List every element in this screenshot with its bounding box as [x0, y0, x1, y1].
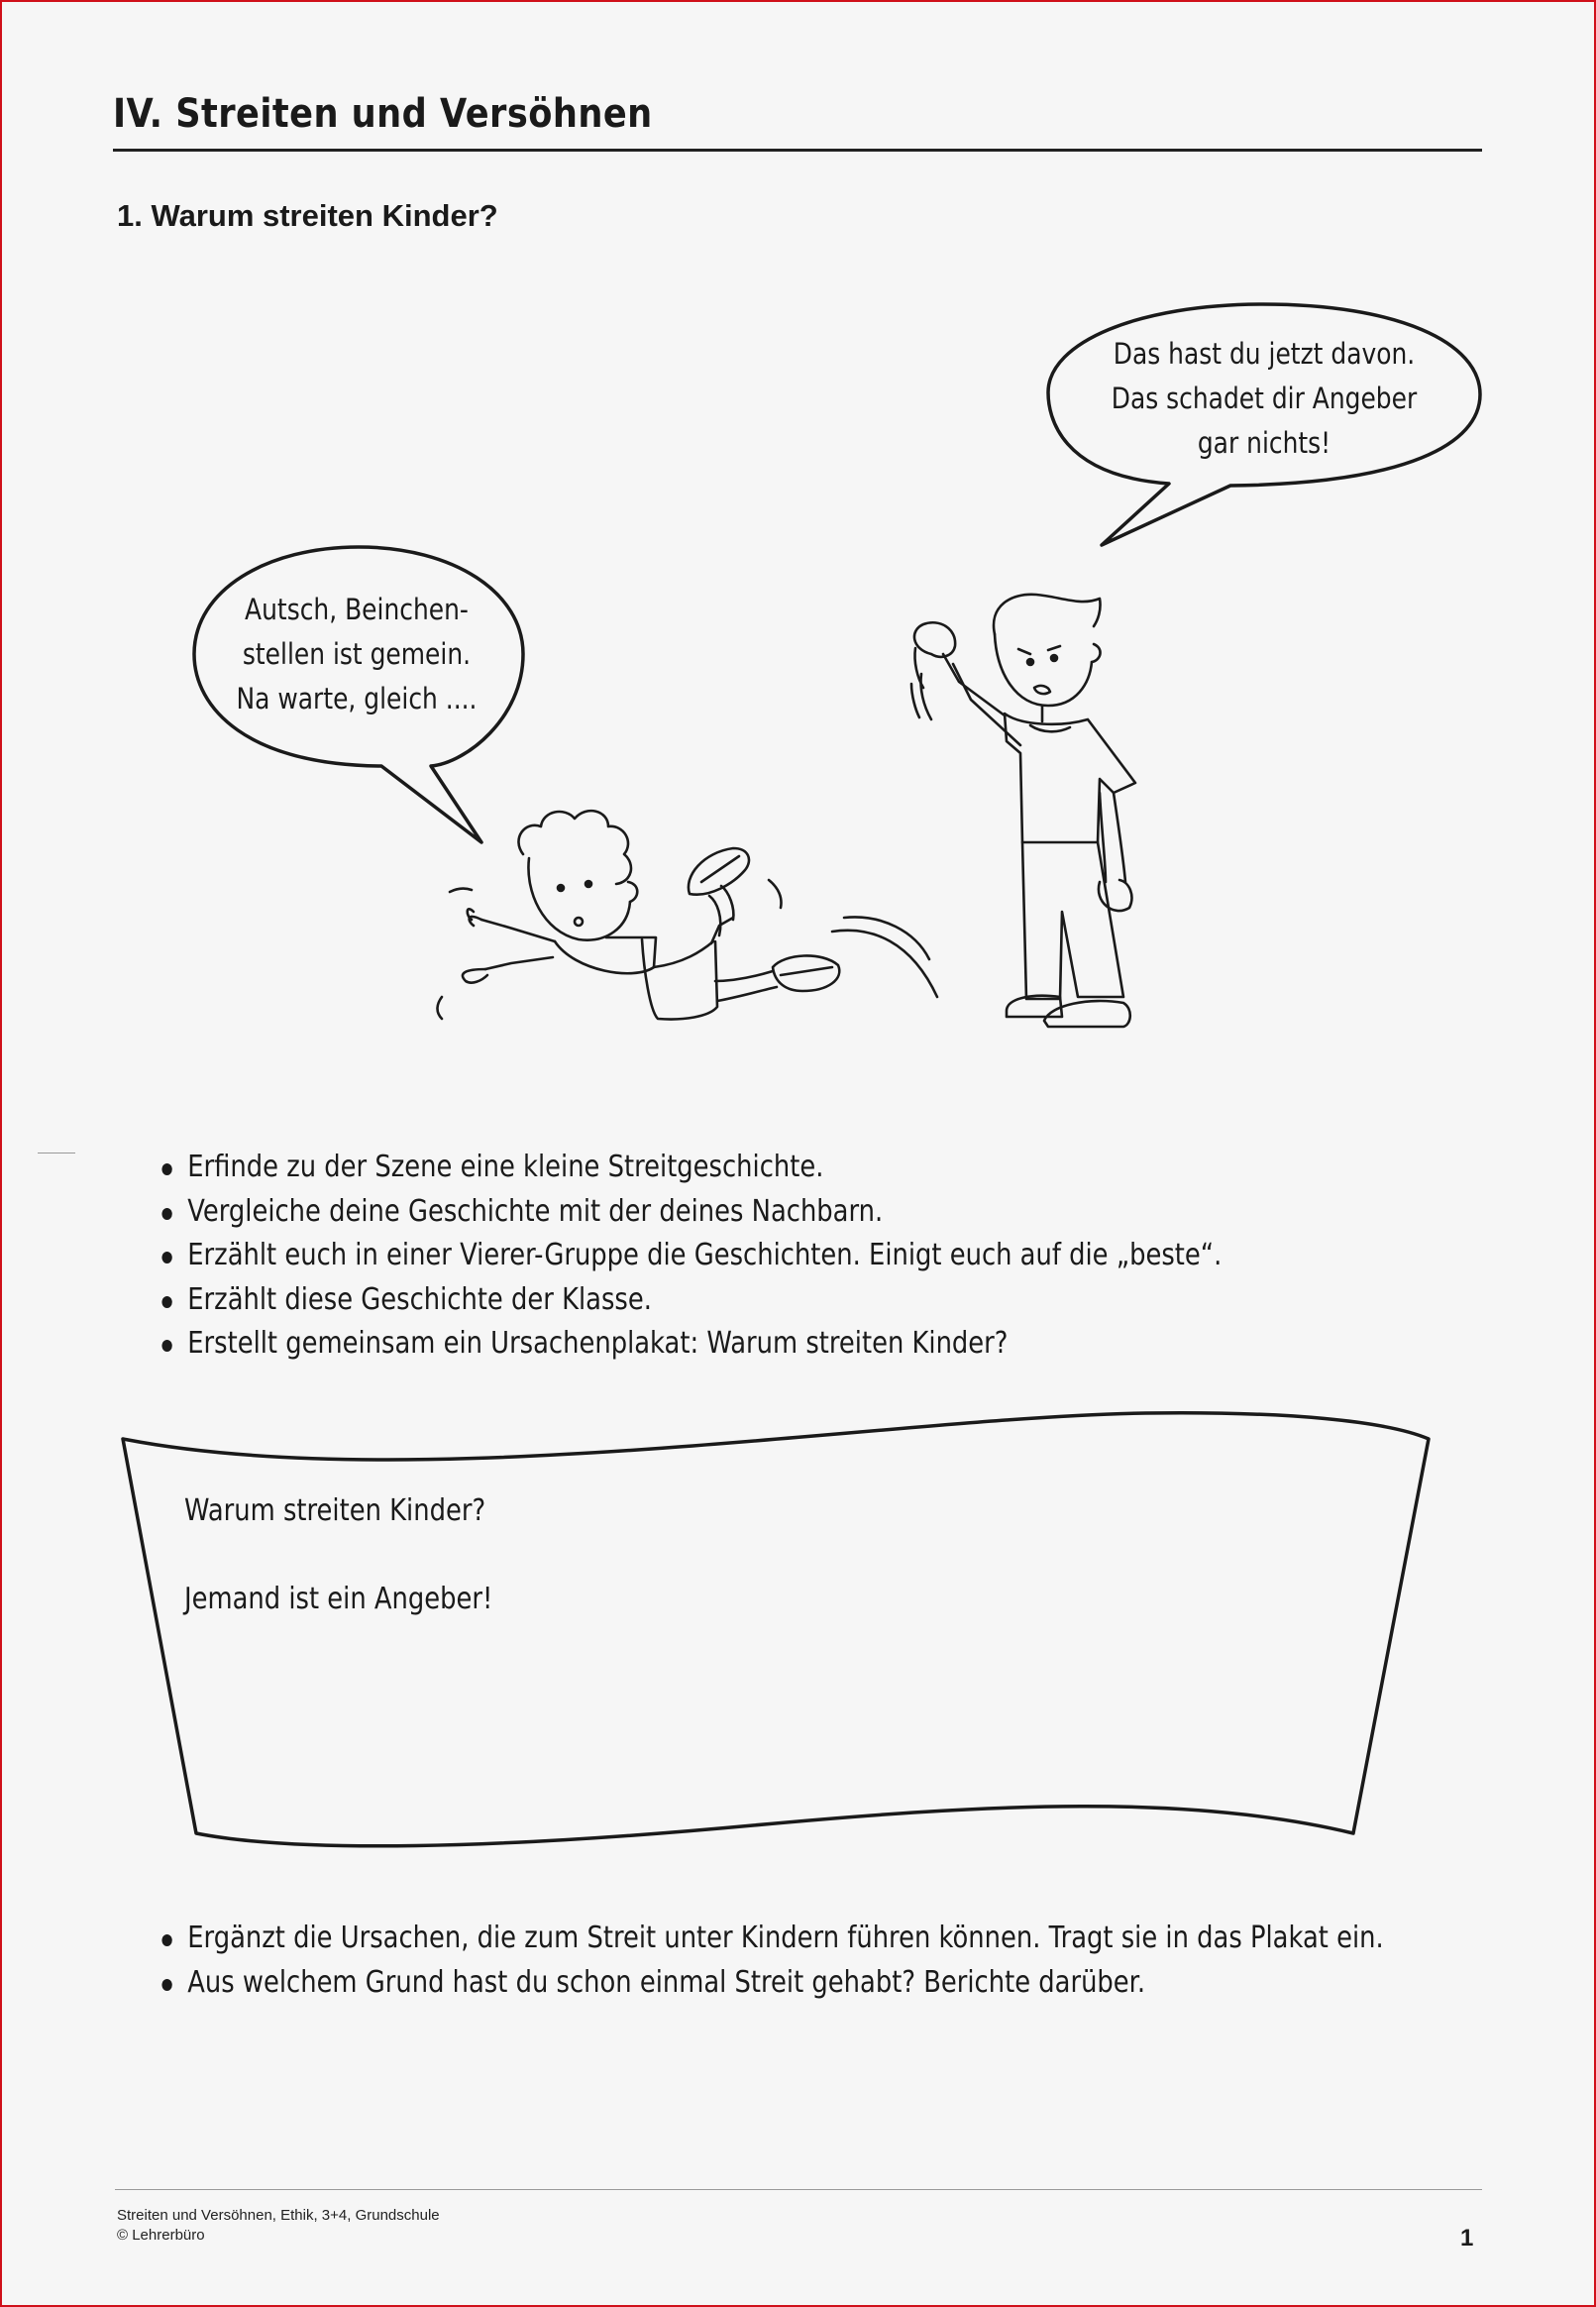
cause-poster [0, 1387, 1596, 1883]
poster-question: Warum streiten Kinder? [184, 1493, 486, 1528]
page-number: 1 [1460, 2225, 1474, 2252]
list-item: Vergleiche deine Geschichte mit der deines Nachbarn. [159, 1190, 1222, 1235]
poster-answer: Jemand ist ein Angeber! [184, 1582, 493, 1616]
bullet-icon [161, 1340, 171, 1352]
task-list-bottom [159, 1917, 1583, 2005]
footer-publication: Streiten und Versöhnen, Ethik, 3+4, Grundschule [117, 2207, 440, 2224]
speech-bubble-left-text [220, 588, 492, 721]
bubble-left-line-1: Autsch, Beinchen- [245, 593, 469, 626]
bullet-icon [161, 1208, 171, 1220]
bullet-icon [161, 1296, 171, 1308]
chapter-title: IV. Streiten und Versöhnen [113, 91, 653, 137]
standing-boy-figure [911, 595, 1135, 1027]
bubble-left-line-2: stellen ist gemein. [242, 637, 472, 671]
bullet-icon [161, 1252, 171, 1263]
task-list-top [159, 1146, 1395, 1367]
list-item: Ergänzt die Ursachen, die zum Streit unter Kindern führen können. Tragt sie in das Plakat ein. [159, 1917, 1384, 1961]
footer-rule [115, 2189, 1482, 2190]
bubble-right-line-1: Das hast du jetzt davon. [1113, 337, 1416, 371]
bullet-icon [161, 1163, 171, 1175]
list-item: Erzählt euch in einer Vierer-Gruppe die Geschichten. Einigt euch auf die „beste“. [159, 1234, 1222, 1278]
bubble-right-line-2: Das schadet dir Angeber [1111, 382, 1418, 415]
margin-mark [38, 1153, 75, 1154]
section-title: 1. Warum streiten Kinder? [117, 198, 498, 233]
list-item: Erstellt gemeinsam ein Ursachenplakat: Warum streiten Kinder? [159, 1322, 1222, 1367]
list-item: Erfinde zu der Szene eine kleine Streitgeschichte. [159, 1146, 1222, 1190]
bubble-right-line-3: gar nichts! [1197, 426, 1331, 460]
bubble-left-line-3: Na warte, gleich .... [236, 682, 478, 715]
bullet-icon [161, 1979, 171, 1991]
list-item: Aus welchem Grund hast du schon einmal Streit gehabt? Berichte darüber. [159, 1961, 1384, 2006]
bullet-icon [161, 1934, 171, 1946]
speech-bubble-right-text [1094, 332, 1435, 466]
scene-illustration [0, 0, 1596, 1070]
list-item: Erzählt diese Geschichte der Klasse. [159, 1278, 1222, 1323]
footer-copyright: © Lehrerbüro [117, 2227, 205, 2244]
